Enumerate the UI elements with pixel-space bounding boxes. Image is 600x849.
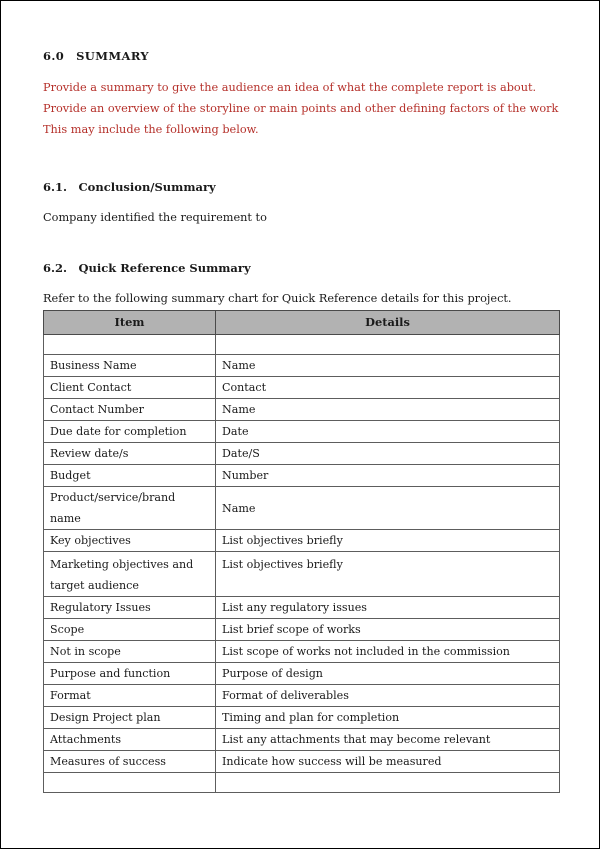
cell-details [216, 335, 560, 355]
table-row [44, 552, 560, 597]
cell-item: Due date for completion [44, 421, 216, 443]
cell-item: Scope [44, 619, 216, 641]
cell-item: Format [44, 685, 216, 707]
cell-details [216, 773, 560, 793]
cell-item: Regulatory Issues [44, 597, 216, 619]
table-row [44, 487, 560, 530]
cell-item-line-2: target audience [50, 579, 139, 592]
section-intro [43, 77, 563, 140]
intro-paragraph-2: Provide an overview of the storyline or main points and other defining factors of the work This may include the following below. [43, 102, 559, 136]
section-heading-6-0: 6.0 SUMMARY [43, 49, 150, 63]
cell-details: List objectives briefly [216, 552, 560, 597]
section-heading-6-1: 6.1. Conclusion/Summary [43, 180, 216, 194]
cell-item: Not in scope [44, 641, 216, 663]
cell-details: Indicate how success will be measured [216, 751, 560, 773]
table-row [44, 707, 560, 729]
intro-paragraph-1: Provide a summary to give the audience an idea of what the complete report is about. [43, 81, 537, 94]
section-heading-6-2: 6.2. Quick Reference Summary [43, 261, 251, 275]
table-header-row [44, 311, 560, 335]
table-row-blank-trailing [44, 773, 560, 793]
cell-item: Design Project plan [44, 707, 216, 729]
cell-details: List scope of works not included in the commission [216, 641, 560, 663]
cell-item: Business Name [44, 355, 216, 377]
table-row [44, 399, 560, 421]
table-row [44, 421, 560, 443]
table-row [44, 663, 560, 685]
table-row [44, 530, 560, 552]
section-6-2-body: Refer to the following summary chart for Quick Reference details for this project. [43, 292, 512, 305]
table-row [44, 729, 560, 751]
table-row [44, 355, 560, 377]
cell-item [44, 335, 216, 355]
section-6-1-body: Company identified the requirement to [43, 211, 267, 224]
table-row [44, 619, 560, 641]
cell-item: Measures of success [44, 751, 216, 773]
cell-details: List objectives briefly [216, 530, 560, 552]
cell-item: Budget [44, 465, 216, 487]
cell-details: Number [216, 465, 560, 487]
document-body [43, 1, 559, 309]
cell-details: Date [216, 421, 560, 443]
cell-item [44, 773, 216, 793]
table-row [44, 641, 560, 663]
cell-details: Format of deliverables [216, 685, 560, 707]
cell-item-line-1: Marketing objectives and [50, 558, 194, 571]
cell-item: Contact Number [44, 399, 216, 421]
table-row-blank-leading [44, 335, 560, 355]
table-row [44, 377, 560, 399]
cell-details: Name [216, 355, 560, 377]
cell-details: List brief scope of works [216, 619, 560, 641]
column-header-details: Details [216, 311, 560, 335]
cell-details: Date/S [216, 443, 560, 465]
table-row [44, 465, 560, 487]
table-row [44, 597, 560, 619]
cell-item: Key objectives [44, 530, 216, 552]
cell-details: Name [216, 399, 560, 421]
cell-item: Attachments [44, 729, 216, 751]
cell-details: List any attachments that may become relevant [216, 729, 560, 751]
cell-details: List any regulatory issues [216, 597, 560, 619]
cell-item: Review date/s [44, 443, 216, 465]
cell-item: Product/service/brand name [44, 487, 216, 530]
cell-item: Purpose and function [44, 663, 216, 685]
cell-details: Purpose of design [216, 663, 560, 685]
table-row [44, 685, 560, 707]
quick-reference-summary-table [43, 310, 560, 793]
quick-reference-table-wrap [43, 310, 559, 793]
cell-details: Contact [216, 377, 560, 399]
table-row [44, 443, 560, 465]
column-header-item: Item [44, 311, 216, 335]
cell-details: Timing and plan for completion [216, 707, 560, 729]
cell-details: Name [216, 487, 560, 530]
cell-item: Client Contact [44, 377, 216, 399]
cell-item [44, 552, 216, 597]
table-row [44, 751, 560, 773]
